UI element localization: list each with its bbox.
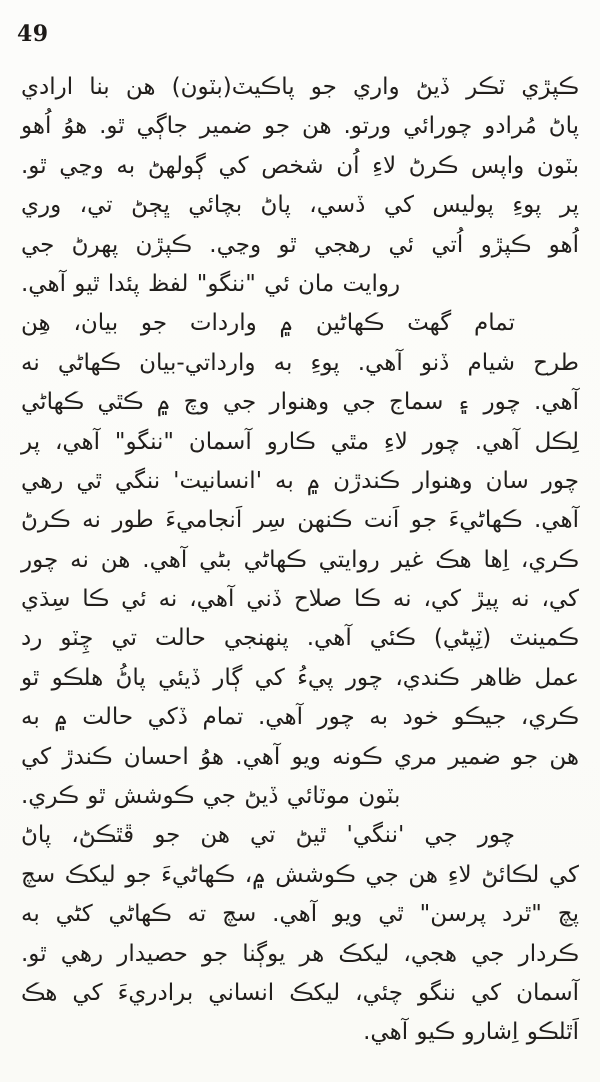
text-line: بٽون واپس ڪرڻ لاءِ اُن شخص کي ڳولهڻ به وڃي ٿو. (21, 152, 579, 179)
text-line: روايت مان ئي "ننگو" لفظ پئدا ٿيو آهي. (21, 270, 401, 297)
text-line: پاڻ مُرادو چورائي ورتو. هن جو ضمير جاڳي ٿو. هوُ اُهو (21, 113, 579, 140)
text-line: آسمان کي ننگو چئي، ليکڪ انساني برادريءَ کي هڪ (21, 979, 579, 1006)
text-line: پر پوءِ پوليس کي ڏسي، پاڻ بچائي ڀڄڻ تي، وري (21, 192, 579, 219)
text-line: پچ "ٿرد پرسن" ٿي ويو آهي. سچ ته ڪهاڻي کڻي به (21, 901, 579, 928)
text-line: آهي. ڪهاڻيءَ جو اَنت ڪنهن سِر اَنجاميءَ طور نه ڪرڻ (21, 507, 579, 534)
page-number: 49 (17, 21, 49, 47)
text-line: تمام گهٽ ڪهاڻين ۾ واردات جو بيان، هِن (21, 310, 515, 337)
text-line: بٽون موٽائي ڏيڻ جي ڪوشش ٿو ڪري. (21, 783, 401, 810)
text-line: ڪري، اِها هڪ غير روايتي ڪهاڻي بڻي آهي. هن نه چور (21, 546, 579, 573)
text-line: هن جو ضمير مري ڪونه ويو آهي. هوُ احسان ڪندڙ کي (21, 743, 579, 770)
page-body (21, 68, 579, 1053)
text-line: چور سان وهنوار ڪندڙن ۾ به 'انسانيت' ننگي ٿي رهي (21, 467, 579, 494)
text-line: کي، نه پيڙ کي، نه ڪا صلاح ڏني آهي، نه ئي ڪا سِڌي (21, 586, 579, 613)
text-line: طرح شيام ڏنو آهي. پوءِ به وارداتي-بيان ڪهاڻي نه (21, 349, 579, 376)
text-line: چور جي 'ننگي' ٿيڻ تي هن جو ڦٿڪڻ، پاڻ (21, 822, 515, 849)
text-line: ڪري، جيڪو خود به چور آهي. تمام ڏکي حالت ۾ به (21, 704, 579, 731)
text-line: ڪردار جي هجي، ليکڪ هر يوڳنا جو حصيدار رهي ٿو. (21, 940, 579, 967)
text-line: اَٿلڪو اِشارو ڪيو آهي. (363, 1019, 579, 1046)
text-line: ڪپڙي ٽڪر ڏيڻ واري جو پاڪيٽ(بٽون) هن بنا ارادي (21, 74, 579, 100)
text-line: آهي. چور ۽ سماج جي وهنوار جي وچ ۾ ڪٿي ڪهاڻي (21, 389, 579, 416)
text-line: ڪمينٽ (ٽِپڻي) ڪئي آهي. پنهنجي حالت تي چِٽو رد (21, 625, 579, 652)
text-line: عمل ظاهر ڪندي، چور پيءُ کي ڳار ڏيئي پاڻُ هلڪو ٿو (21, 664, 579, 691)
text-line: لِڪل آهي. چور لاءِ مٿي ڪارو آسمان "ننگو" آهي، پر (21, 428, 579, 455)
text-line: اُهو ڪپڙو اُتي ئي رهجي ٿو وڃي. ڪپڙن پهرڻ جي (21, 231, 579, 258)
text-line: کي لڪائڻ لاءِ هن جي ڪوشش ۾، ڪهاڻيءَ جو ليکڪ سچ (21, 861, 579, 888)
